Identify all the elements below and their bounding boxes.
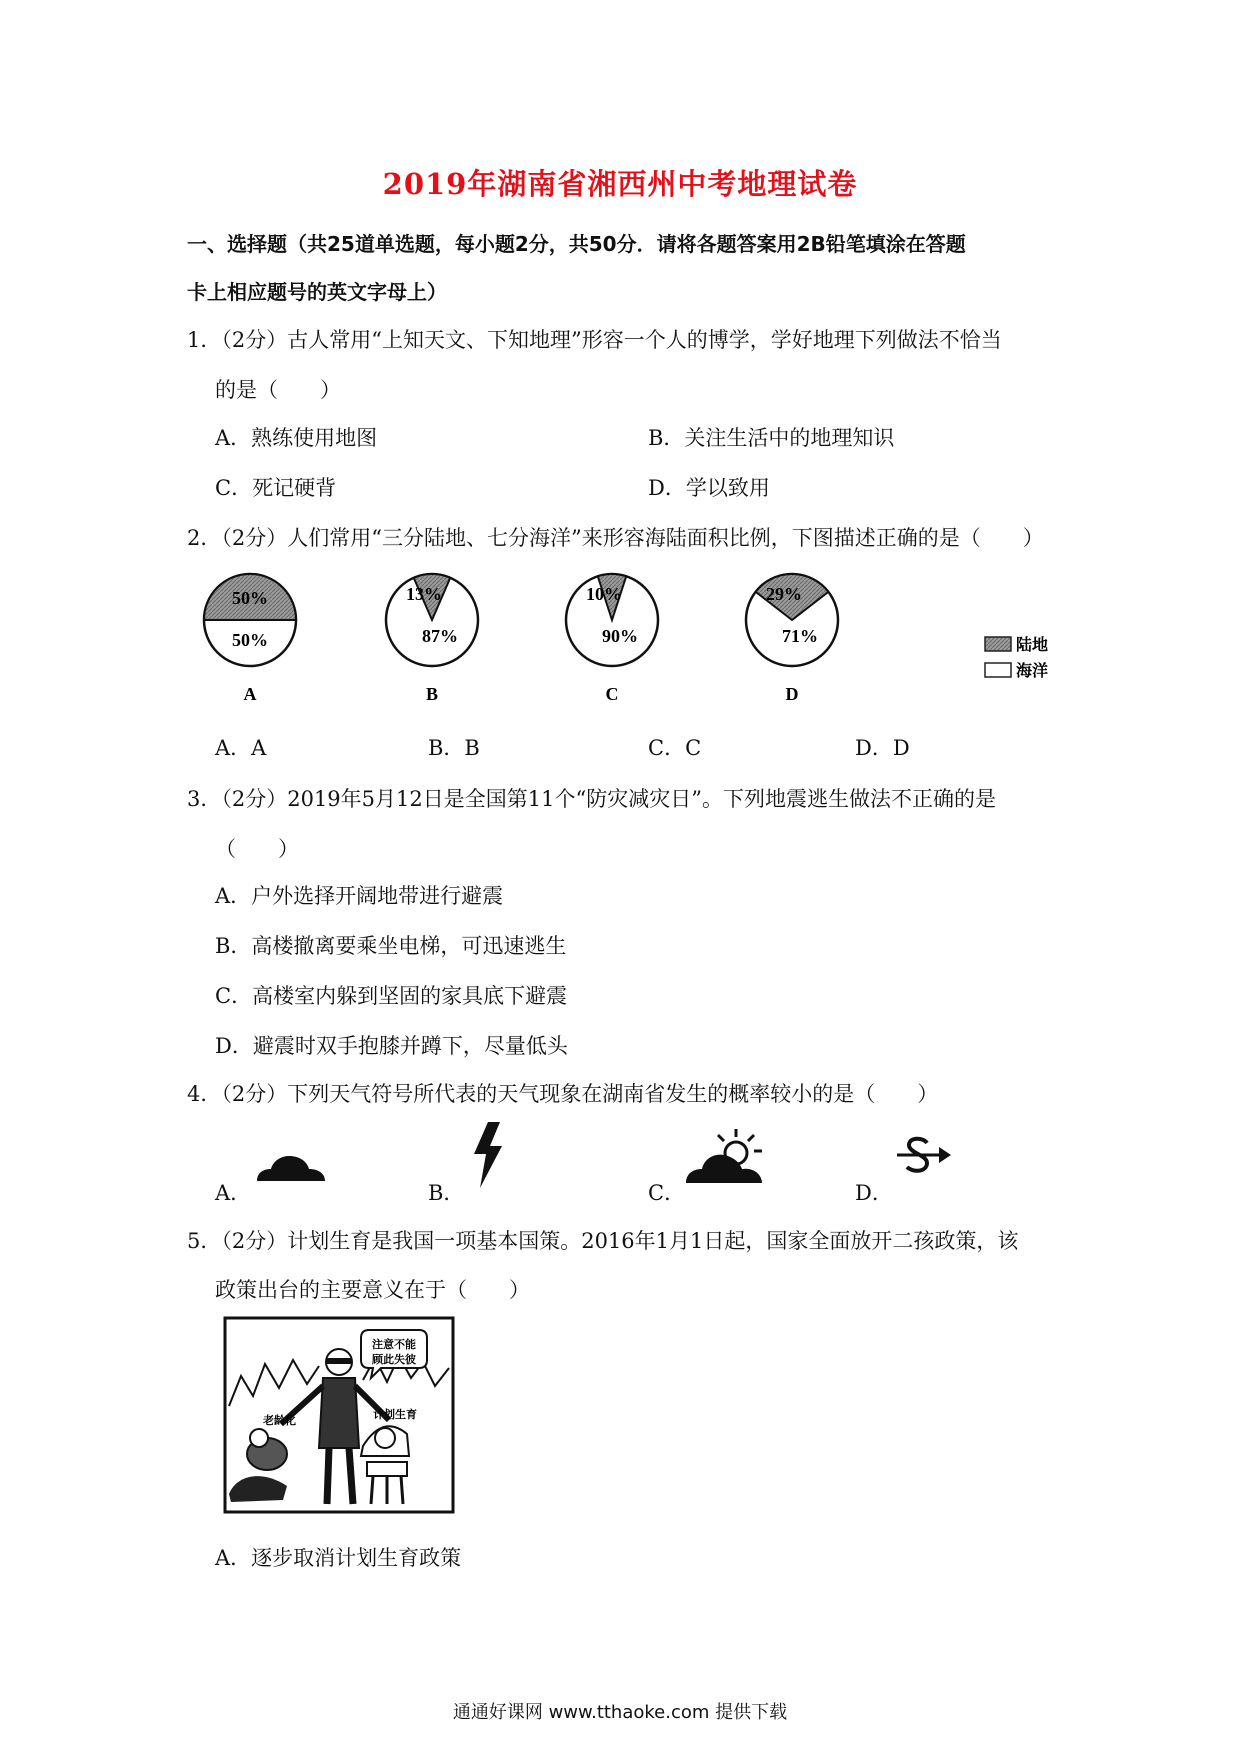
lightning-icon	[470, 1120, 506, 1190]
pie-d-caption: D	[785, 684, 799, 704]
pie-a-ocean-label: 50%	[232, 630, 268, 650]
q3-stem-cont: （ ）	[215, 837, 299, 861]
q4-option-c: C．	[648, 1181, 686, 1205]
cartoon-left-label: 老龄化	[263, 1414, 296, 1427]
q4-stem: 4．（2分）下列天气符号所代表的天气现象在湖南省发生的概率较小的是（ ）	[187, 1082, 939, 1106]
q2-option-b: B．B	[428, 736, 480, 760]
q2-option-a: A．A	[215, 736, 267, 760]
legend-land-swatch	[985, 637, 1011, 651]
q1-option-b: B．关注生活中的地理知识	[648, 426, 895, 450]
pie-d-ocean-label: 71%	[782, 626, 818, 646]
q2-option-d: D．D	[855, 736, 910, 760]
q5-stem: 5．（2分）计划生育是我国一项基本国策。2016年1月1日起，国家全面放开二孩政策，该	[187, 1229, 1019, 1253]
q5-option-a: A．逐步取消计划生育政策	[215, 1546, 462, 1570]
q3-option-b: B．高楼撤离要乘坐电梯，可迅速逃生	[215, 934, 567, 958]
section-heading-line2: 卡上相应题号的英文字母上）	[187, 280, 447, 304]
q1-option-a: A．熟练使用地图	[215, 426, 378, 450]
page-title: 2019年湖南省湘西州中考地理试卷	[382, 167, 858, 201]
bubble-line1: 注意不能	[372, 1338, 416, 1351]
pie-c-caption: C	[605, 684, 619, 704]
q1-stem-cont: 的是（ ）	[215, 378, 341, 402]
q1-option-c: C．死记硬背	[215, 476, 337, 500]
footer-source: 通通好课网 www.tthaoke.com 提供下载	[452, 1702, 788, 1723]
q4-option-a: A．	[215, 1181, 252, 1205]
pie-a-caption: A	[243, 684, 257, 704]
pie-c-land-label: 10%	[586, 584, 622, 604]
legend-ocean-swatch	[985, 663, 1011, 677]
land-ocean-pie-charts	[200, 568, 1080, 718]
pie-b-caption: B	[425, 684, 439, 704]
q1-option-d: D．学以致用	[648, 476, 770, 500]
q3-option-a: A．户外选择开阔地带进行避震	[215, 884, 504, 908]
q1-stem: 1．（2分）古人常用“上知天文、下知地理”形容一个人的博学，学好地理下列做法不恰当	[187, 328, 1002, 352]
q3-option-c: C．高楼室内躲到坚固的家具底下避震	[215, 984, 568, 1008]
q3-stem: 3．（2分）2019年5月12日是全国第11个“防灾减灾日”。下列地震逃生做法不正确的是	[187, 787, 996, 811]
cartoon-right-label: 计划生育	[373, 1408, 417, 1421]
cloud-icon	[255, 1147, 327, 1185]
q4-option-b: B．	[428, 1181, 465, 1205]
q4-option-d: D．	[855, 1181, 893, 1205]
pie-b-ocean-label: 87%	[422, 626, 458, 646]
legend-land-label: 陆地	[1016, 635, 1049, 654]
q2-stem: 2．（2分）人们常用“三分陆地、七分海洋”来形容海陆面积比例，下图描述正确的是（ ）	[187, 526, 1044, 550]
policy-cartoon	[223, 1316, 455, 1514]
pie-d-land-label: 29%	[766, 584, 802, 604]
pie-b-land-label: 13%	[406, 584, 442, 604]
section-heading-line1: 一、选择题（共25道单选题，每小题2分，共50分．请将各题答案用2B铅笔填涂在答题	[187, 232, 966, 256]
bubble-line2: 顾此失彼	[372, 1353, 416, 1366]
sandstorm-icon	[895, 1135, 953, 1177]
legend-ocean-label: 海洋	[1016, 661, 1049, 680]
pie-a-land-label: 50%	[232, 588, 268, 608]
legend	[985, 635, 1048, 680]
q2-option-c: C．C	[648, 736, 702, 760]
partly-cloudy-icon	[684, 1125, 766, 1187]
q3-option-d: D．避震时双手抱膝并蹲下，尽量低头	[215, 1034, 568, 1058]
pie-c-ocean-label: 90%	[602, 626, 638, 646]
q5-stem-cont: 政策出台的主要意义在于（ ）	[215, 1278, 530, 1302]
